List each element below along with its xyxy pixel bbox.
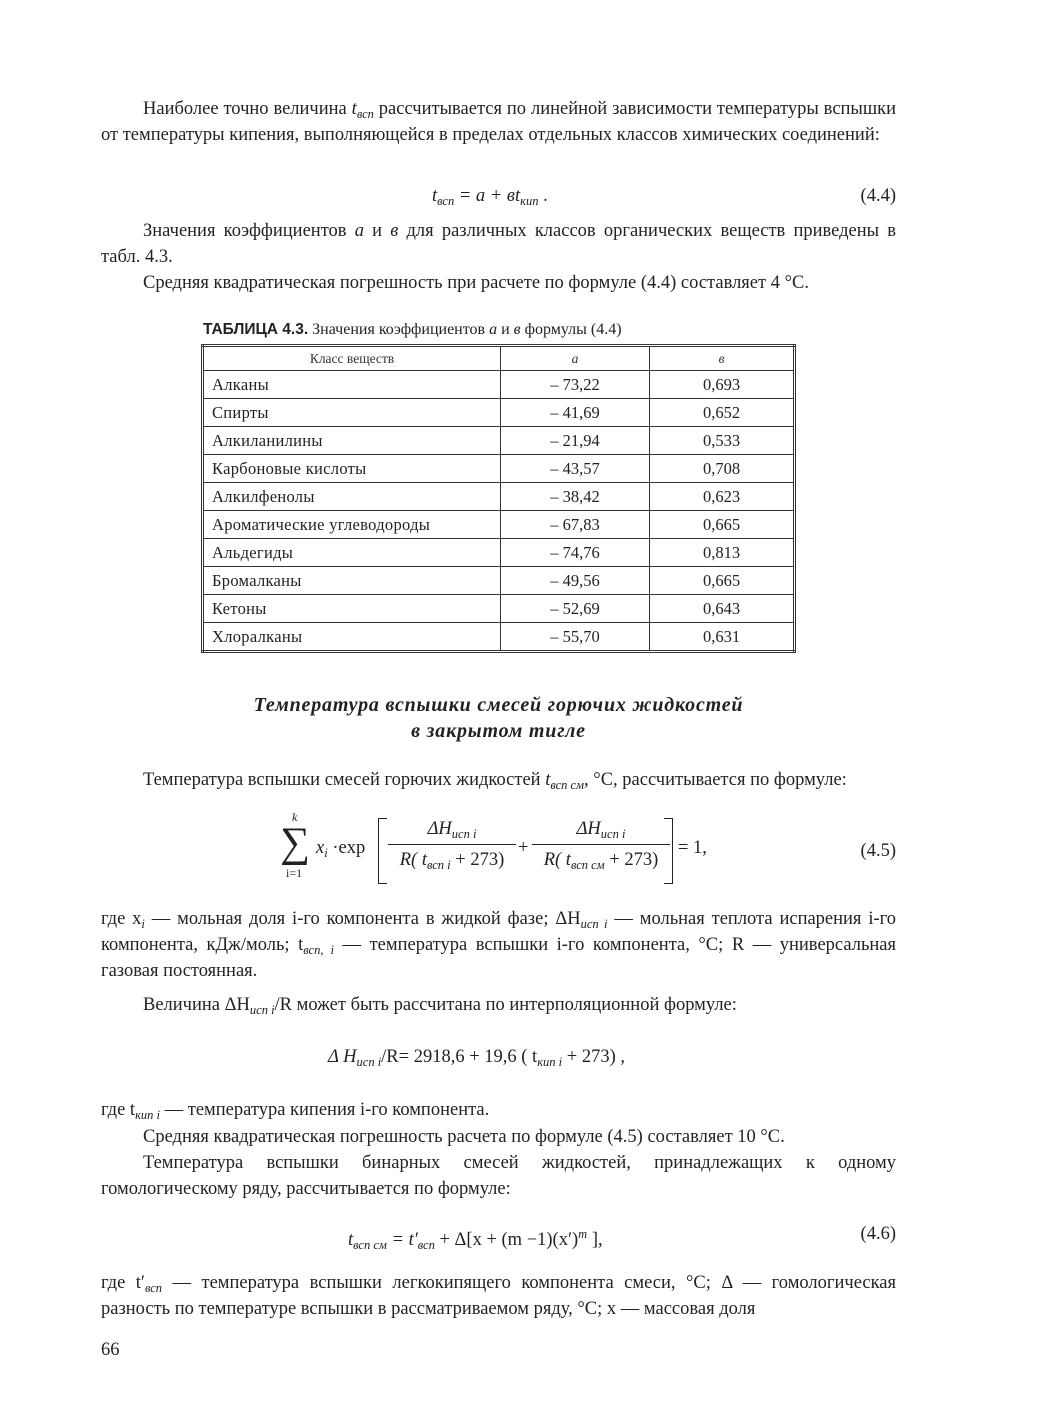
subscript: всп, i <box>303 943 334 957</box>
text-span: /R может быть рассчитана по интерполяционной формуле: <box>274 995 737 1015</box>
table-row <box>203 371 795 399</box>
header-a: a <box>501 346 650 371</box>
text-span: где x <box>101 909 142 929</box>
cell-a: – 41,69 <box>501 399 650 427</box>
text-span: Значения коэффициентов <box>143 221 355 241</box>
subscript: кип <box>520 194 539 208</box>
plus-sign: + <box>518 838 529 858</box>
denominator-part: + 273) <box>604 850 659 870</box>
text-span: где t′ <box>101 1273 145 1293</box>
subscript: исп i <box>451 827 477 841</box>
formula-part: /R= 2918,6 + 19,6 ( t <box>381 1047 538 1067</box>
fraction-2 <box>532 816 670 875</box>
cell-class: Бромалканы <box>203 567 501 595</box>
subscript: i <box>324 846 328 860</box>
formula-4-6 <box>348 1221 603 1253</box>
cell-class: Алкилфенолы <box>203 483 501 511</box>
subscript: i <box>141 917 145 931</box>
subscript: исп i <box>600 827 626 841</box>
table-row <box>203 427 795 455</box>
table-row <box>203 399 795 427</box>
cell-class: Ароматические углеводороды <box>203 511 501 539</box>
text-span: — температура вспышки легкокипящего компонента смеси, °С; Δ — гомологическая разность по температуре вспышки в рассматриваемом ряду, °С; x — массовая доля <box>101 1273 897 1319</box>
formula-equals-one: = 1, <box>678 838 707 858</box>
subscript: кип i <box>135 1108 161 1122</box>
paragraph-coefficients <box>101 218 896 270</box>
var-b: в <box>390 221 399 241</box>
sum-symbol: ∑ <box>280 820 310 866</box>
cell-class: Спирты <box>203 399 501 427</box>
superscript: m <box>578 1227 588 1241</box>
paragraph-definitions <box>101 906 896 984</box>
cell-b: 0,665 <box>650 511 795 539</box>
text-span: и <box>497 321 514 338</box>
cell-b: 0,623 <box>650 483 795 511</box>
text-span: рассчитывается по линейной зависимости температуры вспышки от температуры кипения, выполняющейся в пределах отдельных классов химических соединений: <box>101 99 896 145</box>
paragraph-interpolation <box>101 992 896 1018</box>
table-row <box>203 511 795 539</box>
var-a: а <box>489 321 498 338</box>
paragraph-error-4-4: Средняя квадратическая погрешность при расчете по формуле (4.4) составляет 4 °С. <box>143 273 809 293</box>
sum-upper-limit: k <box>292 810 298 824</box>
var-x: x <box>316 838 325 858</box>
section-heading-line-2: в закрытом тигле <box>411 720 586 742</box>
text-span: , °С, рассчитывается по формуле: <box>584 770 847 790</box>
table-header-row <box>203 346 795 371</box>
cell-a: – 49,56 <box>501 567 650 595</box>
fraction-1 <box>388 816 516 875</box>
text-span: — температура вспышки i-го компонента, °С; R — универсальная газовая постоянная. <box>101 935 896 981</box>
subscript: всп <box>437 194 455 208</box>
coefficients-table <box>201 344 796 653</box>
cell-a: – 74,76 <box>501 539 650 567</box>
cell-b: 0,631 <box>650 623 795 652</box>
header-class: Класс веществ <box>203 346 501 371</box>
section-heading-line-1: Температура вспышки смесей горючих жидкостей <box>253 694 744 716</box>
text-span: — температура кипения i-го компонента. <box>160 1100 490 1120</box>
cell-a: – 67,83 <box>501 511 650 539</box>
formula-number-4-5: (4.5) <box>860 841 896 861</box>
denominator-part: + 273) <box>450 850 505 870</box>
text-span: где t <box>101 1100 136 1120</box>
text-span: и <box>363 221 391 241</box>
table-caption-label: ТАБЛИЦА 4.3. <box>203 321 309 338</box>
delta-h: ΔH <box>427 819 452 839</box>
subscript: всп <box>144 1281 163 1295</box>
cell-b: 0,693 <box>650 371 795 399</box>
subscript: исп i <box>249 1003 275 1017</box>
page-number: 66 <box>101 1340 120 1360</box>
sum-lower-limit: i=1 <box>286 866 303 880</box>
var-t: t <box>432 186 438 206</box>
text-span: — мольная доля i-го компонента в жидкой фазе; ΔH <box>144 909 581 929</box>
exp-label: ·exp <box>327 838 366 858</box>
formula-part: = t′ <box>386 1230 418 1251</box>
table-row <box>203 567 795 595</box>
formula-4-5 <box>280 810 720 888</box>
cell-b: 0,652 <box>650 399 795 427</box>
formula-4-4 <box>432 183 548 209</box>
table-caption <box>203 320 622 340</box>
cell-a: – 55,70 <box>501 623 650 652</box>
var-t: t <box>545 770 551 790</box>
cell-a: – 38,42 <box>501 483 650 511</box>
var-t: t <box>348 1230 354 1251</box>
left-bracket <box>378 818 387 884</box>
subscript: исп i <box>580 917 608 931</box>
text-span: для различных классов органических веществ приведены в табл. 4.3. <box>101 221 896 267</box>
formula-part: Δ H <box>328 1047 357 1067</box>
cell-class: Кетоны <box>203 595 501 623</box>
cell-b: 0,665 <box>650 567 795 595</box>
fraction-1-numerator <box>388 816 516 845</box>
cell-a: – 43,57 <box>501 455 650 483</box>
formula-part: + 273) , <box>562 1047 626 1067</box>
cell-a: – 52,69 <box>501 595 650 623</box>
text-span: формулы (4.4) <box>520 321 622 338</box>
cell-class: Карбоновые кислоты <box>203 455 501 483</box>
subscript: всп см <box>353 1238 387 1253</box>
formula-end: . <box>538 186 548 206</box>
subscript: всп i <box>426 858 451 872</box>
cell-b: 0,533 <box>650 427 795 455</box>
intro-paragraph <box>101 96 896 148</box>
formula-number-4-6: (4.6) <box>860 1224 896 1244</box>
paragraph-boiling-temp <box>101 1097 896 1123</box>
cell-a: – 21,94 <box>501 427 650 455</box>
paragraph-mixture-flash <box>101 767 896 793</box>
cell-b: 0,643 <box>650 595 795 623</box>
cell-b: 0,813 <box>650 539 795 567</box>
text-span: Величина ΔH <box>143 995 250 1015</box>
paragraph-final <box>101 1270 896 1322</box>
table-row <box>203 539 795 567</box>
right-bracket <box>664 818 673 884</box>
subscript: всп см <box>570 858 605 872</box>
var-b: в <box>513 321 521 338</box>
text-span: Наиболее точно величина <box>143 99 352 119</box>
delta-h: ΔH <box>576 819 601 839</box>
text-span: — мольная теплота испарения i-го компонента, кДж/моль; t <box>101 909 896 955</box>
formula-body: = a + вt <box>454 186 521 206</box>
formula-part: + Δ[x + (m −1)(x′) <box>434 1230 579 1251</box>
fraction-1-denominator <box>388 845 516 875</box>
cell-a: – 73,22 <box>501 371 650 399</box>
formula-number-4-4: (4.4) <box>860 186 896 206</box>
paragraph-error-4-5: Средняя квадратическая погрешность расчета по формуле (4.5) составляет 10 °С. <box>143 1127 785 1147</box>
cell-class: Алканы <box>203 371 501 399</box>
formula-xi-exp <box>316 838 365 859</box>
var-t: t <box>351 99 357 119</box>
cell-class: Хлоралканы <box>203 623 501 652</box>
formula-interpolation <box>328 1044 625 1070</box>
table-row <box>203 595 795 623</box>
denominator-part: R( t <box>399 850 427 870</box>
subscript: всп <box>356 107 374 121</box>
var-a: а <box>354 221 364 241</box>
fraction-2-denominator <box>532 845 670 875</box>
table-row <box>203 483 795 511</box>
subscript: всп <box>417 1238 435 1253</box>
cell-class: Альдегиды <box>203 539 501 567</box>
subscript: исп i <box>356 1055 382 1069</box>
cell-class: Алкиланилины <box>203 427 501 455</box>
cell-b: 0,708 <box>650 455 795 483</box>
header-b: в <box>650 346 795 371</box>
text-span: Температура вспышки смесей горючих жидкостей <box>143 770 546 790</box>
subscript: всп см <box>550 778 585 792</box>
text-span: Значения коэффициентов <box>308 321 490 338</box>
paragraph-binary-mixtures: Температура вспышки бинарных смесей жидкостей, принадлежащих к одному гомологическому ряду, рассчитывается по формуле: <box>101 1153 896 1199</box>
subscript: кип i <box>537 1055 563 1069</box>
fraction-2-numerator <box>532 816 670 845</box>
denominator-part: R( t <box>543 850 571 870</box>
table-row <box>203 455 795 483</box>
table-row <box>203 623 795 652</box>
formula-part: ], <box>587 1230 603 1251</box>
